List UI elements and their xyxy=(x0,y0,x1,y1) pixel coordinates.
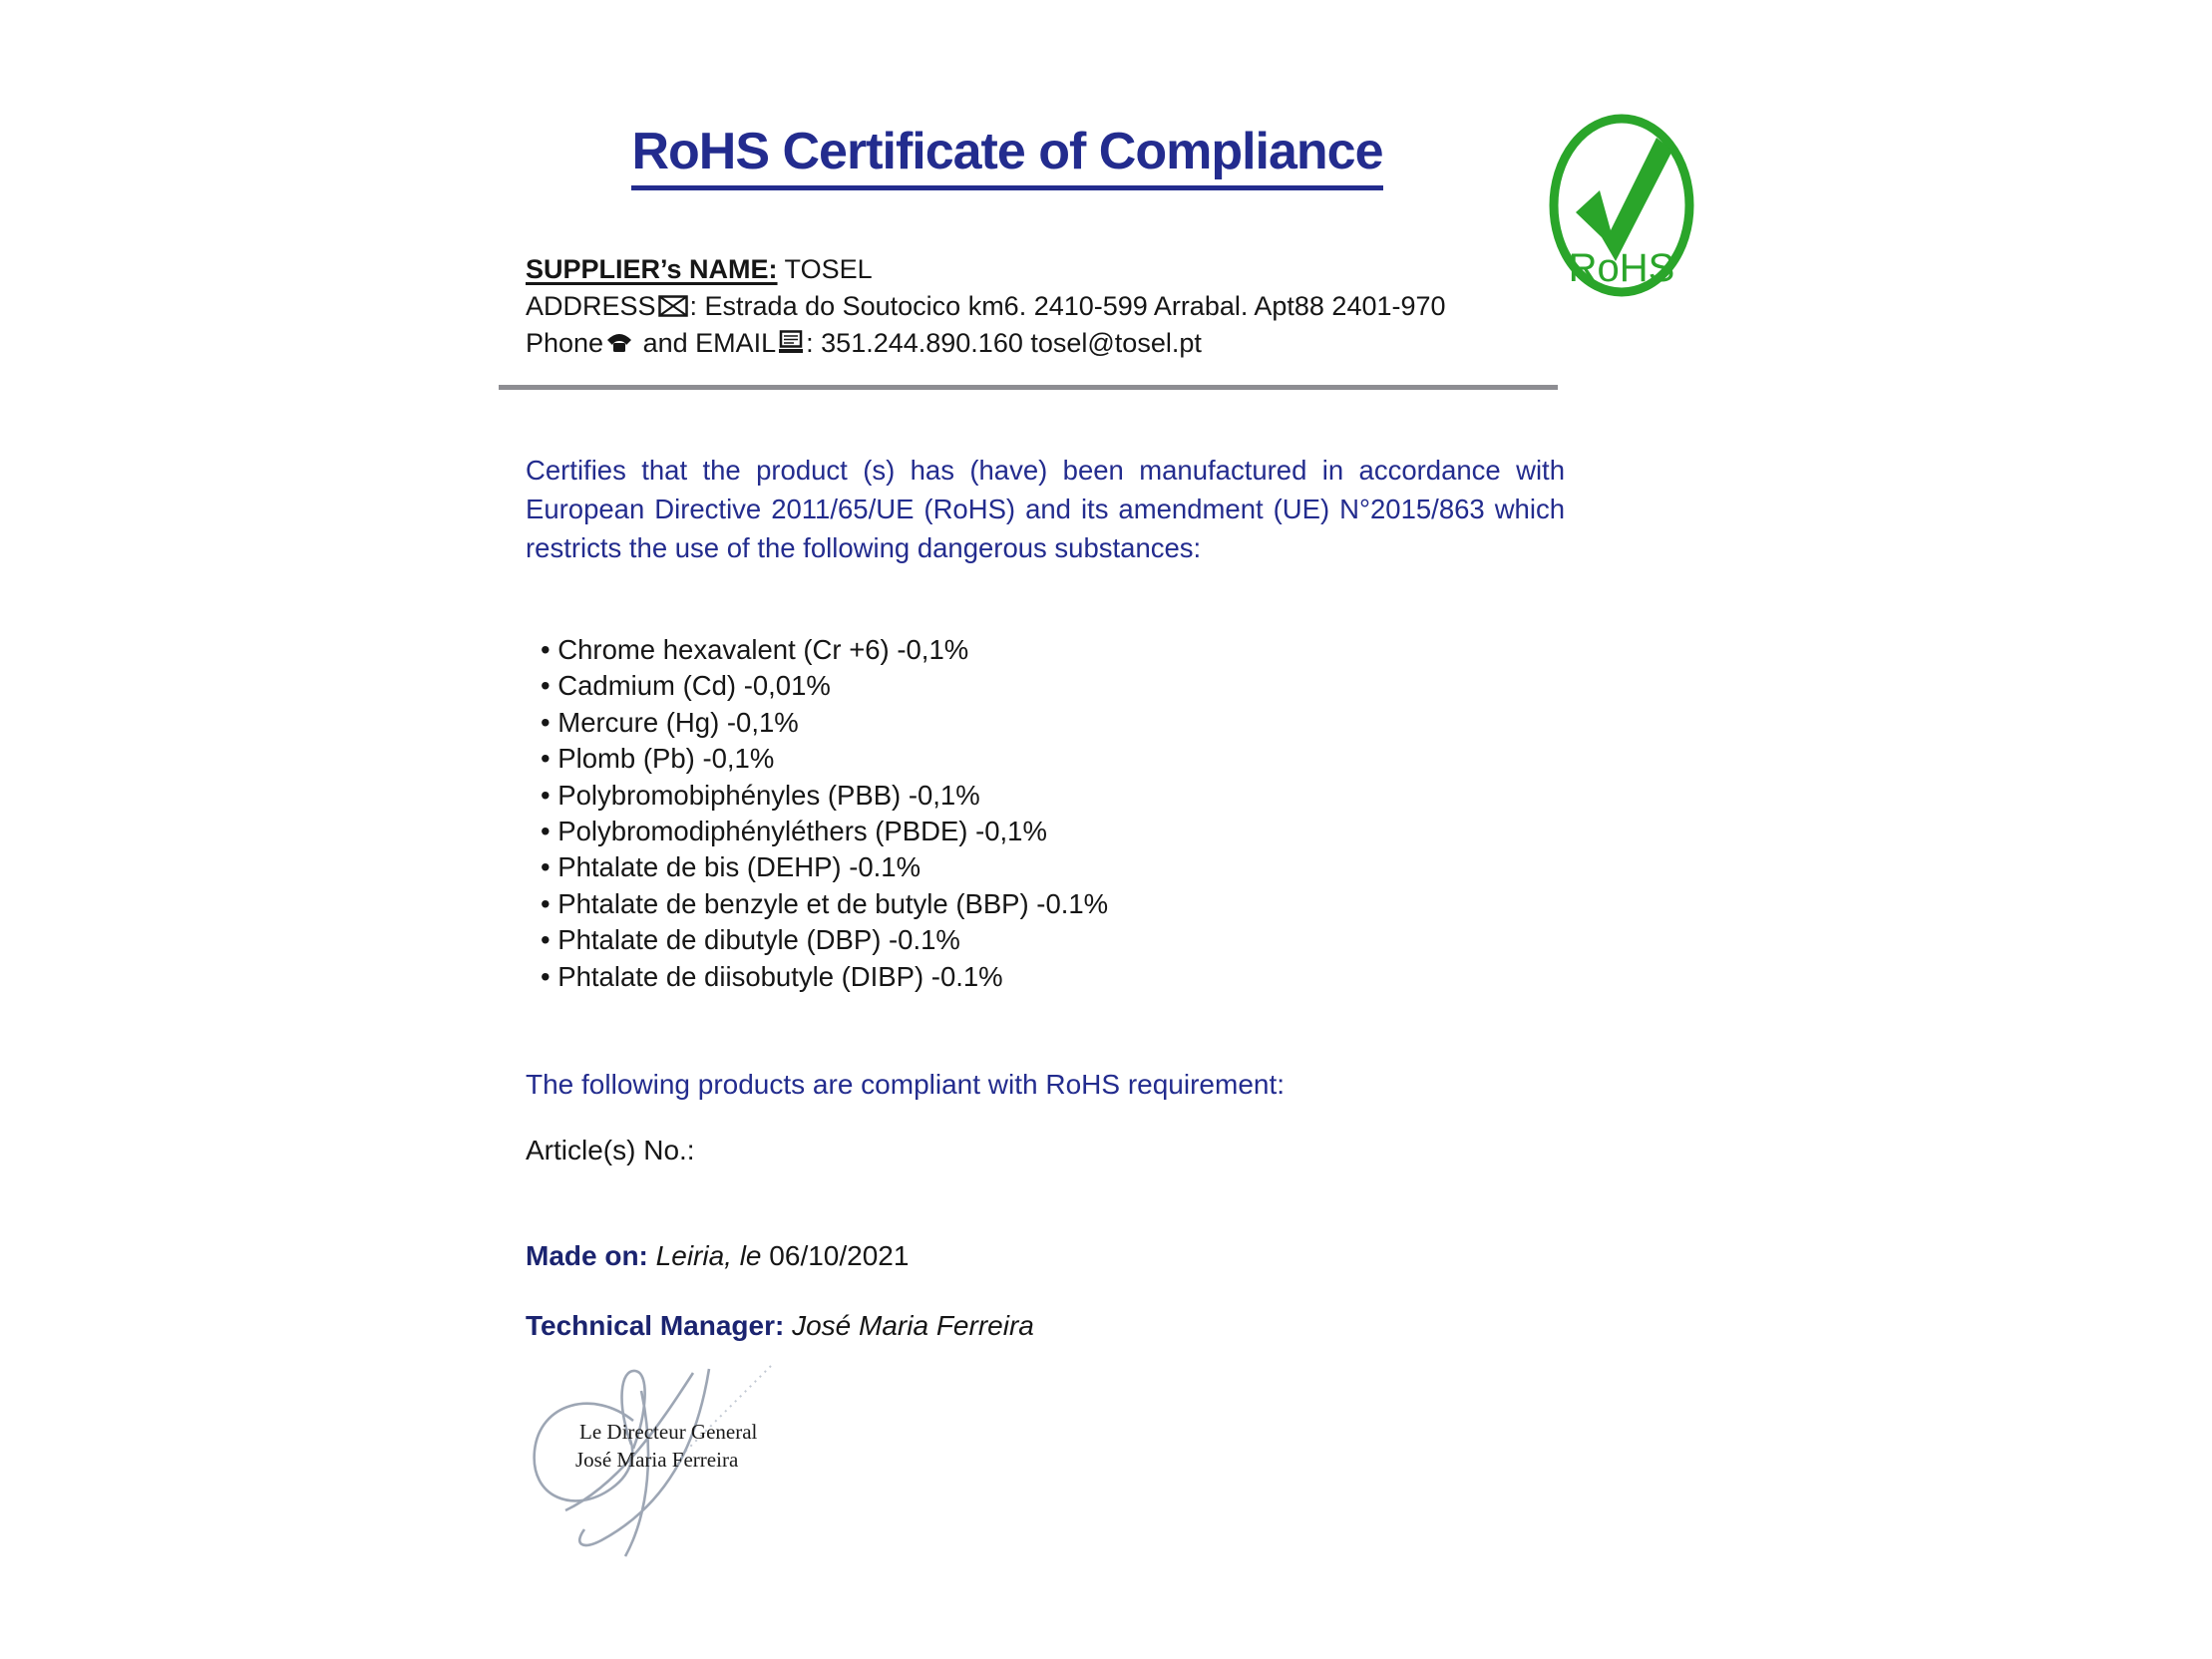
supplier-name-value: TOSEL xyxy=(777,254,873,284)
divider-rule xyxy=(499,385,1558,390)
made-on-line xyxy=(526,1240,909,1272)
contact-value: : 351.244.890.160 tosel@tosel.pt xyxy=(806,328,1202,358)
substance-item: • Polybromodiphényléthers (PBDE) -0,1% xyxy=(541,814,1108,849)
address-value: : Estrada do Soutocico km6. 2410-599 Arrabal. Apt88 2401-970 xyxy=(689,291,1446,321)
article-number-line: Article(s) No.: xyxy=(526,1135,695,1165)
made-on-label: Made on: xyxy=(526,1240,648,1271)
substance-item: • Cadmium (Cd) -0,01% xyxy=(541,668,1108,704)
supplier-name-label: SUPPLIER’s NAME: xyxy=(526,254,778,284)
supplier-name-line xyxy=(526,251,1446,288)
supplier-contact-line xyxy=(526,325,1446,362)
certification-paragraph: Certifies that the product (s) has (have) been manufactured in accordance with European Directive 2011/65/UE (RoHS) and its amendment (UE) N°2015/863 which restricts the use of the following dangerous substances: xyxy=(526,455,1565,563)
substance-item: • Phtalate de dibutyle (DBP) -0.1% xyxy=(541,922,1108,958)
technical-manager-name: José Maria Ferreira xyxy=(792,1310,1034,1341)
technical-manager-label: Technical Manager: xyxy=(526,1310,785,1341)
logo-label: RoHS xyxy=(1568,246,1675,290)
made-on-date: 06/10/2021 xyxy=(769,1240,910,1271)
page-title: RoHS Certificate of Compliance xyxy=(631,122,1382,190)
supplier-address-line xyxy=(526,288,1446,325)
technical-manager-line xyxy=(526,1310,1034,1342)
rohs-check-logo xyxy=(1546,110,1697,301)
envelope-icon xyxy=(658,295,688,317)
signature-block xyxy=(514,1361,853,1595)
address-label: ADDRESS xyxy=(526,291,656,321)
substances-list xyxy=(541,632,1108,995)
signature-title: Le Directeur General xyxy=(579,1420,758,1444)
compliance-statement: The following products are compliant with RoHS requirement: xyxy=(526,1069,1286,1100)
checkmark-icon xyxy=(1576,138,1672,261)
supplier-block xyxy=(526,251,1446,362)
substance-item: • Mercure (Hg) -0,1% xyxy=(541,705,1108,741)
made-on-place: Leiria, le xyxy=(655,1240,770,1271)
substance-item: • Phtalate de bis (DEHP) -0.1% xyxy=(541,849,1108,885)
substance-item: • Polybromobiphényles (PBB) -0,1% xyxy=(541,778,1108,814)
title-block xyxy=(419,122,1596,190)
substance-item: • Phtalate de benzyle et de butyle (BBP) -0.1% xyxy=(541,886,1108,922)
signature-name: José Maria Ferreira xyxy=(575,1448,739,1472)
substance-item: • Chrome hexavalent (Cr +6) -0,1% xyxy=(541,632,1108,668)
substance-item: • Phtalate de diisobutyle (DIBP) -0.1% xyxy=(541,959,1108,995)
phone-label: Phone xyxy=(526,328,604,358)
substance-item: • Plomb (Pb) -0,1% xyxy=(541,741,1108,777)
computer-icon xyxy=(778,330,804,354)
email-label: and EMAIL xyxy=(635,328,777,358)
phone-icon xyxy=(605,330,633,354)
